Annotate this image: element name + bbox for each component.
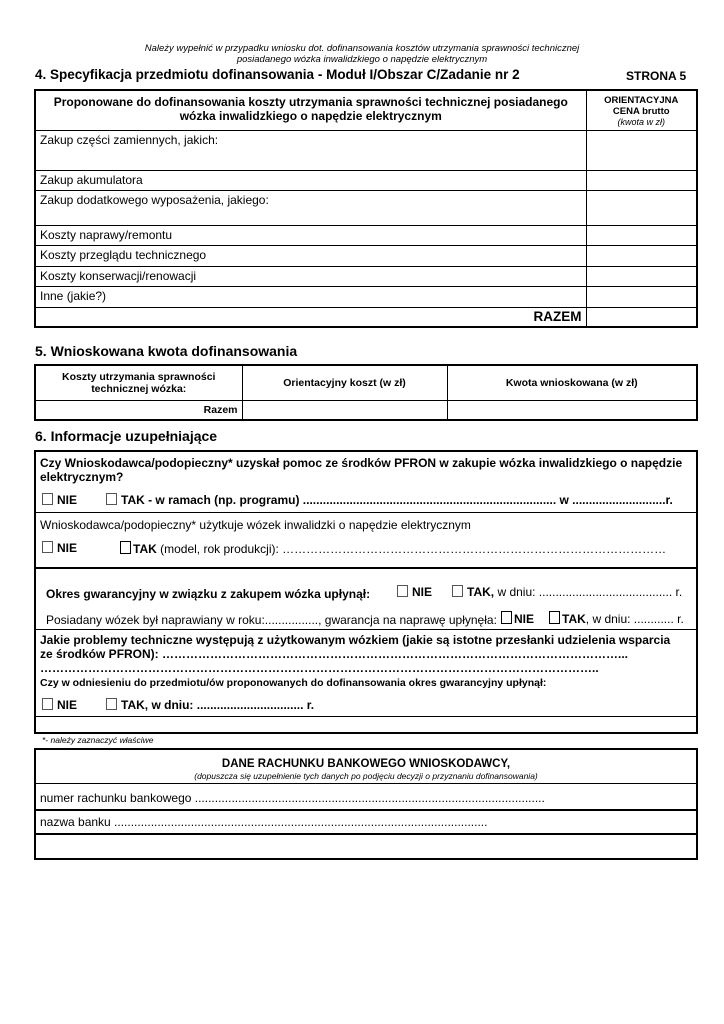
kw-header-estimated-cost: Orientacyjny koszt (w zł)	[242, 365, 447, 400]
spec-row-label: Inne (jakie?)	[35, 286, 586, 307]
spec-row-label: Zakup akumulatora	[35, 170, 586, 190]
spec-header-price	[586, 90, 697, 130]
spec-row-price-field[interactable]	[586, 245, 697, 266]
checkbox-icon[interactable]	[106, 493, 117, 505]
q1-line1: Czy Wnioskodawca/podopieczny* uzyskał pomoc ze środków PFRON w zakupie wózka inwalidzkiego o napędzie	[40, 456, 683, 470]
kw-header-costs-line2: technicznej wózka:	[91, 382, 187, 395]
spec-row-label: Zakup części zamiennych, jakich:	[35, 130, 586, 170]
checkbox-icon[interactable]	[549, 611, 560, 624]
footnote: *- należy zaznaczyć właściwe	[42, 735, 154, 745]
spec-row-price-field[interactable]	[586, 170, 697, 190]
q6-question: Czy w odniesieniu do przedmiotu/ów proponowanych do dofinansowania okres gwarancyjny upłynął:	[40, 677, 547, 689]
checkbox-icon[interactable]	[42, 698, 53, 710]
checkbox-icon[interactable]	[106, 698, 117, 710]
header-note-line1: Należy wypełnić w przypadku wniosku dot. dofinansowania kosztów utrzymania sprawności technicznej	[144, 43, 580, 54]
q5-line1: Jakie problemy techniczne występują z użytkowanym wózkiem (jakie są istotne przesłanki udzielenia wsparcia	[40, 633, 671, 647]
q4-option-nie[interactable]	[501, 611, 534, 626]
q6-tak-label: TAK, w dniu: ................................ r.	[121, 698, 315, 712]
q4-tak-label: TAK	[562, 612, 586, 626]
spec-header-line1: Proponowane do dofinansowania koszty utrzymania sprawności technicznej posiadanego	[53, 95, 568, 109]
checkbox-icon[interactable]	[452, 585, 463, 597]
spec-row-label: Koszty przeglądu technicznego	[35, 245, 586, 266]
spec-row-label: Zakup dodatkowego wyposażenia, jakiego:	[35, 190, 586, 225]
section4-title: 4. Specyfikacja przedmiotu dofinansowania - Moduł I/Obszar C/Zadanie nr 2	[35, 67, 520, 82]
q2-question: Wnioskodawca/podopieczny* użytkuje wózek inwalidzki o napędzie elektrycznym	[40, 518, 471, 532]
price-header-line3: (kwota w zł)	[617, 117, 665, 127]
price-header-line2: CENA brutto	[612, 106, 670, 117]
spec-row-label: Koszty naprawy/remontu	[35, 225, 586, 245]
q3-question: Okres gwarancyjny w związku z zakupem wózka upłynął:	[46, 587, 371, 601]
q4-option-tak[interactable]	[549, 611, 684, 626]
q6-option-nie[interactable]	[42, 698, 77, 712]
kw-header-costs	[35, 365, 242, 400]
q3-nie-label: NIE	[412, 585, 433, 599]
spec-row-label: Koszty konserwacji/renowacji	[35, 266, 586, 286]
spec-header-line2: wózka inwalidzkiego o napędzie elektrycznym	[179, 109, 442, 123]
q3-option-tak[interactable]	[452, 585, 682, 599]
checkbox-icon[interactable]	[42, 493, 53, 505]
requested-amount-table	[34, 364, 698, 421]
q2-tak-label: TAK	[133, 542, 157, 556]
checkbox-icon[interactable]	[120, 541, 131, 554]
spec-total-field[interactable]	[586, 307, 697, 327]
price-header-line1: ORIENTACYJNA	[604, 95, 679, 106]
q6-nie-label: NIE	[57, 698, 78, 712]
q4-question: Posiadany wózek był naprawiany w roku:................, gwarancja na naprawę upłynęła:	[46, 613, 497, 627]
checkbox-icon[interactable]	[501, 611, 512, 624]
header-note-line2: posiadanego wózka inwalidzkiego o napędzie elektrycznym	[236, 54, 488, 65]
q5-line3: …………………………………………………………………………………………………………………………..	[40, 661, 599, 675]
bank-account-number-field[interactable]: numer rachunku bankowego .........................................................................................................	[40, 791, 545, 805]
bank-details-box	[34, 748, 698, 860]
kw-estimated-cost-field[interactable]	[242, 400, 447, 420]
spec-row-price-field[interactable]	[586, 225, 697, 245]
page-label: STRONA 5	[626, 69, 687, 83]
kw-total-label: Razem	[35, 400, 242, 420]
section5-title: 5. Wnioskowana kwota dofinansowania	[35, 343, 298, 359]
q4-tak-detail: , w dniu: ............ r.	[585, 612, 684, 626]
kw-requested-amount-field[interactable]	[447, 400, 697, 420]
q4-nie-label: NIE	[514, 612, 535, 626]
q6-option-tak[interactable]	[106, 698, 314, 712]
q1-line2: elektrycznym?	[40, 470, 124, 484]
spec-header-description	[35, 90, 586, 130]
q1-nie-label: NIE	[57, 493, 78, 507]
q5-line2: ze środków PFRON): ……………………………………………………………………………………………………...	[40, 647, 629, 661]
spec-row-price-field[interactable]	[586, 130, 697, 170]
kw-header-costs-line1: Koszty utrzymania sprawności	[62, 370, 216, 383]
checkbox-icon[interactable]	[397, 585, 408, 597]
spec-row-price-field[interactable]	[586, 266, 697, 286]
spec-row-price-field[interactable]	[586, 286, 697, 307]
checkbox-icon[interactable]	[42, 541, 53, 553]
kw-header-requested-amount: Kwota wnioskowana (w zł)	[447, 365, 697, 400]
bank-name-field[interactable]: nazwa banku ................................................................................................................	[40, 815, 488, 829]
spec-row-price-field[interactable]	[586, 190, 697, 225]
q1-option-nie[interactable]	[42, 493, 77, 507]
q1-option-tak[interactable]	[106, 493, 673, 507]
q1-tak-label: TAK - w ramach (np. programu) ............................................................................ w ............................r.	[121, 493, 673, 507]
q1-question	[40, 456, 682, 484]
additional-info-box	[34, 450, 698, 734]
q3-tak-detail: w dniu: ........................................ r.	[494, 585, 683, 599]
q5-question	[40, 633, 670, 675]
section6-title: 6. Informacje uzupełniające	[35, 428, 218, 444]
specification-table	[34, 89, 698, 328]
q2-option-tak[interactable]	[120, 541, 666, 556]
q3-option-nie[interactable]	[397, 585, 432, 599]
bank-subtitle: (dopuszcza się uzupełnienie tych danych po podjęciu decyzji o przyznaniu dofinansowania)	[194, 771, 538, 781]
q2-option-nie[interactable]	[42, 541, 77, 555]
q2-nie-label: NIE	[57, 541, 78, 555]
spec-total-label: RAZEM	[35, 307, 586, 327]
q3-tak-label: TAK,	[467, 585, 495, 599]
q2-tak-detail: (model, rok produkcji): ……………………………………………………………………………………	[156, 542, 667, 556]
bank-title: DANE RACHUNKU BANKOWEGO WNIOSKODAWCY,	[221, 758, 511, 770]
